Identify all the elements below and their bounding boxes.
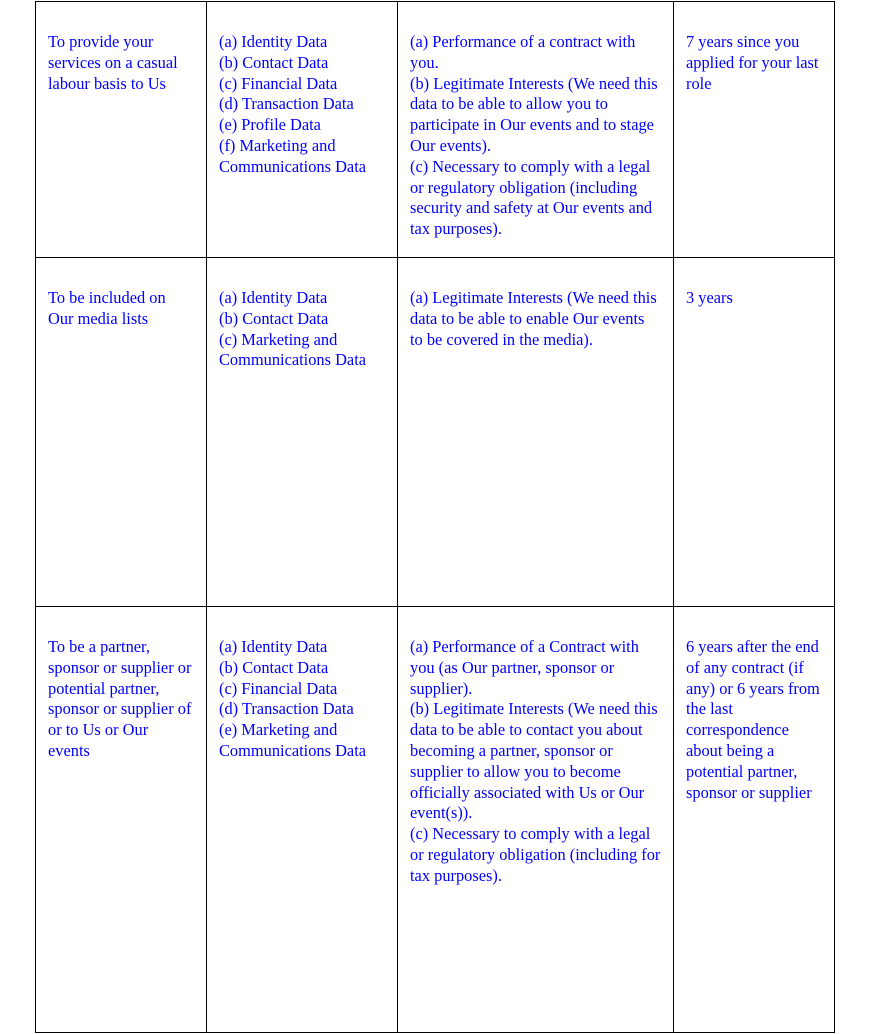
table-row — [36, 607, 835, 1033]
data-types-cell: (a) Identity Data (b) Contact Data (c) Financial Data (d) Transaction Data (e) Marketing and Communications Data — [207, 607, 398, 1033]
lawful-basis-cell: (a) Performance of a contract with you. (b) Legitimate Interests (We need this data to be able to allow you to participate in Our events and to stage Our events). (c) Necessary to comply with a legal or regulatory obligation (including security and safety at Our events and tax purposes). — [398, 2, 674, 258]
lawful-basis-cell: (a) Legitimate Interests (We need this data to be able to enable Our events to be covered in the media). — [398, 258, 674, 607]
lawful-basis-cell: (a) Performance of a Contract with you (as Our partner, sponsor or supplier). (b) Legitimate Interests (We need this data to be able to contact you about becoming a partner, sponsor or supplier to allow you to become officially associated with Us or Our event(s)). (c) Necessary to comply with a legal or regulatory obligation (including for tax purposes). — [398, 607, 674, 1033]
purpose-cell: To be included on Our media lists — [36, 258, 207, 607]
retention-cell: 6 years after the end of any contract (if any) or 6 years from the last correspondence about being a potential partner, sponsor or supplier — [674, 607, 835, 1033]
table-row — [36, 258, 835, 607]
data-types-cell: (a) Identity Data (b) Contact Data (c) Marketing and Communications Data — [207, 258, 398, 607]
data-processing-table — [35, 1, 835, 1033]
table-row — [36, 2, 835, 258]
retention-cell: 3 years — [674, 258, 835, 607]
retention-cell: 7 years since you applied for your last role — [674, 2, 835, 258]
purpose-cell: To be a partner, sponsor or supplier or potential partner, sponsor or supplier of or to Us or Our events — [36, 607, 207, 1033]
purpose-cell: To provide your services on a casual labour basis to Us — [36, 2, 207, 258]
data-types-cell: (a) Identity Data (b) Contact Data (c) Financial Data (d) Transaction Data (e) Profile Data (f) Marketing and Communications Data — [207, 2, 398, 258]
